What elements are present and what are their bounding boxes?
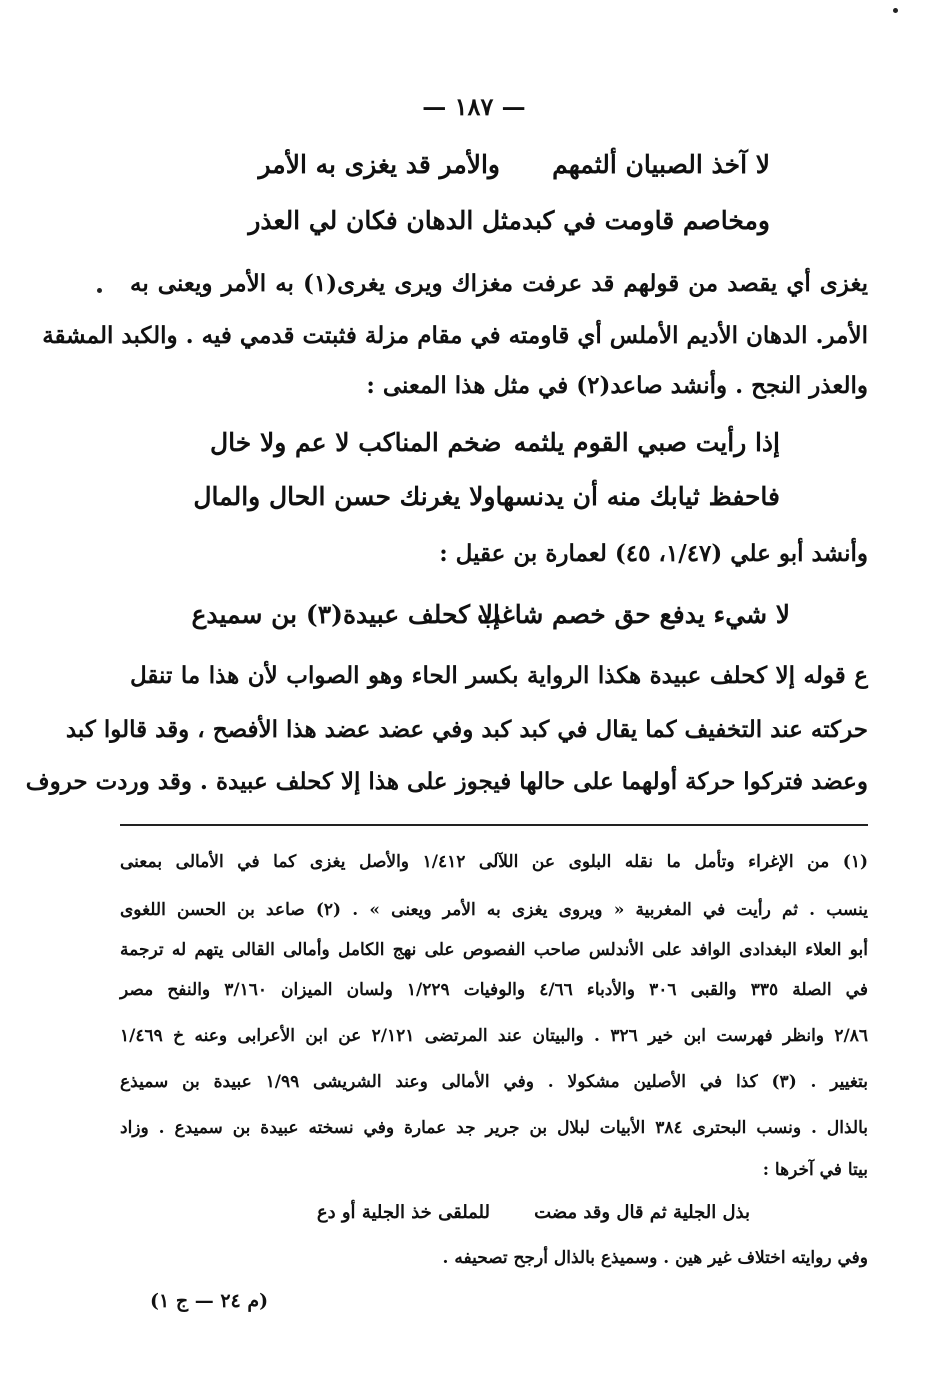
prose-line: وعضد فتركوا حركة أولهما على حالها فيجوز على هذا إلا كحلف عبيدة . وقد وردت حروف [25,768,868,795]
footnote-line: ٢/٨٦ وانظر فهرست ابن خير ٣٢٦ . والبيتان عند المرتضى ٢/١٢١ عن ابن الأعرابى وعنه خ ١/٤٦٩ [120,1026,868,1046]
verse-hemistich-second: والأمر قد يغزى به الأمر [258,150,500,179]
prose-line: وأنشد أبو علي (١/٤٧، ٤٥) لعمارة بن عقيل : [439,540,868,567]
verse-hemistich-first: لا آخذ الصبيان ألثمهم [552,150,770,179]
verse-hemistich-second: ولا يغرنك حسن الحال والمال [193,482,496,511]
verse-line-1 [250,150,770,179]
verse-hemistich-first: ومخاصم قاومت في كبد [521,206,770,235]
footnote-line: (١) من الإغراء وتأمل ما نقله البلوى عن اللآلى ١/٤١٢ والأصل يغزى كما في الأمالى بمعنى [120,852,869,872]
prose-line: والعذر النجح . وأنشد صاعد(٢) في مثل هذا المعنى : [366,372,868,399]
prose-line: ع قوله إلا كحلف عبيدة هكذا الرواية بكسر الحاء وهو الصواب لأن هذا ما تنقل [130,662,868,689]
prose-line: يغزى أي يقصد من قولهم قد عرفت مغزاك ويرى يغرى(١) به الأمر ويعنى به [130,270,868,297]
prose-line: الأمر. الدهان الأديم الأملس أي قاومته في مقام مزلة فثبتت قدمي فيه . والكبد المشقة [42,322,868,349]
verse-hemistich-first: لا شيء يدفع حق خصم شاغب [477,600,790,629]
footnote-line: بتغيير . (٣) كذا في الأصلين مشكولا . وفي الأمالى وعند الشريشى ١/٩٩ عبيدة بن سميذع [120,1072,868,1092]
verse-hemistich-second: مثل الدهان فكان لي العذر [248,206,522,235]
footnote-divider [120,824,868,826]
scan-speck [893,8,898,13]
verse-hemistich-second: ضخم المناكب لا عم ولا خال [210,428,502,457]
footnote-line: ينسب . ثم رأيت في المغربية « ويروى يغزى به الأمر ويعنى » . (٢) صاعد بن الحسن اللغوى [120,900,868,920]
verse-hemistich-first: إذا رأيت صبي القوم يلثمه [513,428,780,457]
verse-line-4 [193,482,780,511]
footnote-line: بالذال . ونسب البحترى ٣٨٤ الأبيات لبلال بن جرير جد عمارة وفي نسخته عبيدة بن سميدع . وزاد [120,1118,868,1138]
scan-speck [97,288,102,293]
verse-line-5 [191,600,790,629]
signature-mark: (م ٢٤ — ج ١) [150,1290,269,1312]
verse-line-3 [210,428,780,457]
verse-hemistich-second: إلا كحلف عبيدة(٣) بن سميدع [191,600,500,629]
verse-line-2 [250,206,770,235]
footnote-verse [230,1202,750,1223]
verse-hemistich-first: فاحفظ ثيابك منه أن يدنسها [495,482,780,511]
verse-hemistich-first: بذل الجلية ثم قال وقد مضت [534,1202,750,1223]
prose-line: حركته عند التخفيف كما يقال في كبد كبد وفي عضد عضد هذا الأفصح ، وقد قالوا كبد [65,716,868,743]
footnote-line: بيتا في آخرها : [762,1160,868,1180]
footnote-line: أبو العلاء البغدادى الوافد على الأندلس صاحب الفصوص على نهج الكامل وأمالى القالى يتهم له ترجمة [120,940,868,960]
verse-hemistich-second: للملقى خذ الجلية أو دع [316,1202,490,1223]
page-number: — ١٨٧ — [422,92,526,121]
footnote-line: في الصلة ٣٣٥ والقبى ٣٠٦ والأدباء ٤/٦٦ والوفيات ١/٢٢٩ ولسان الميزان ٣/١٦٠ والنفح مصر [120,980,868,1000]
footnote-line: وفي روايته اختلاف غير هين . وسميذع بالذال أرجح تصحيفه . [442,1248,868,1268]
